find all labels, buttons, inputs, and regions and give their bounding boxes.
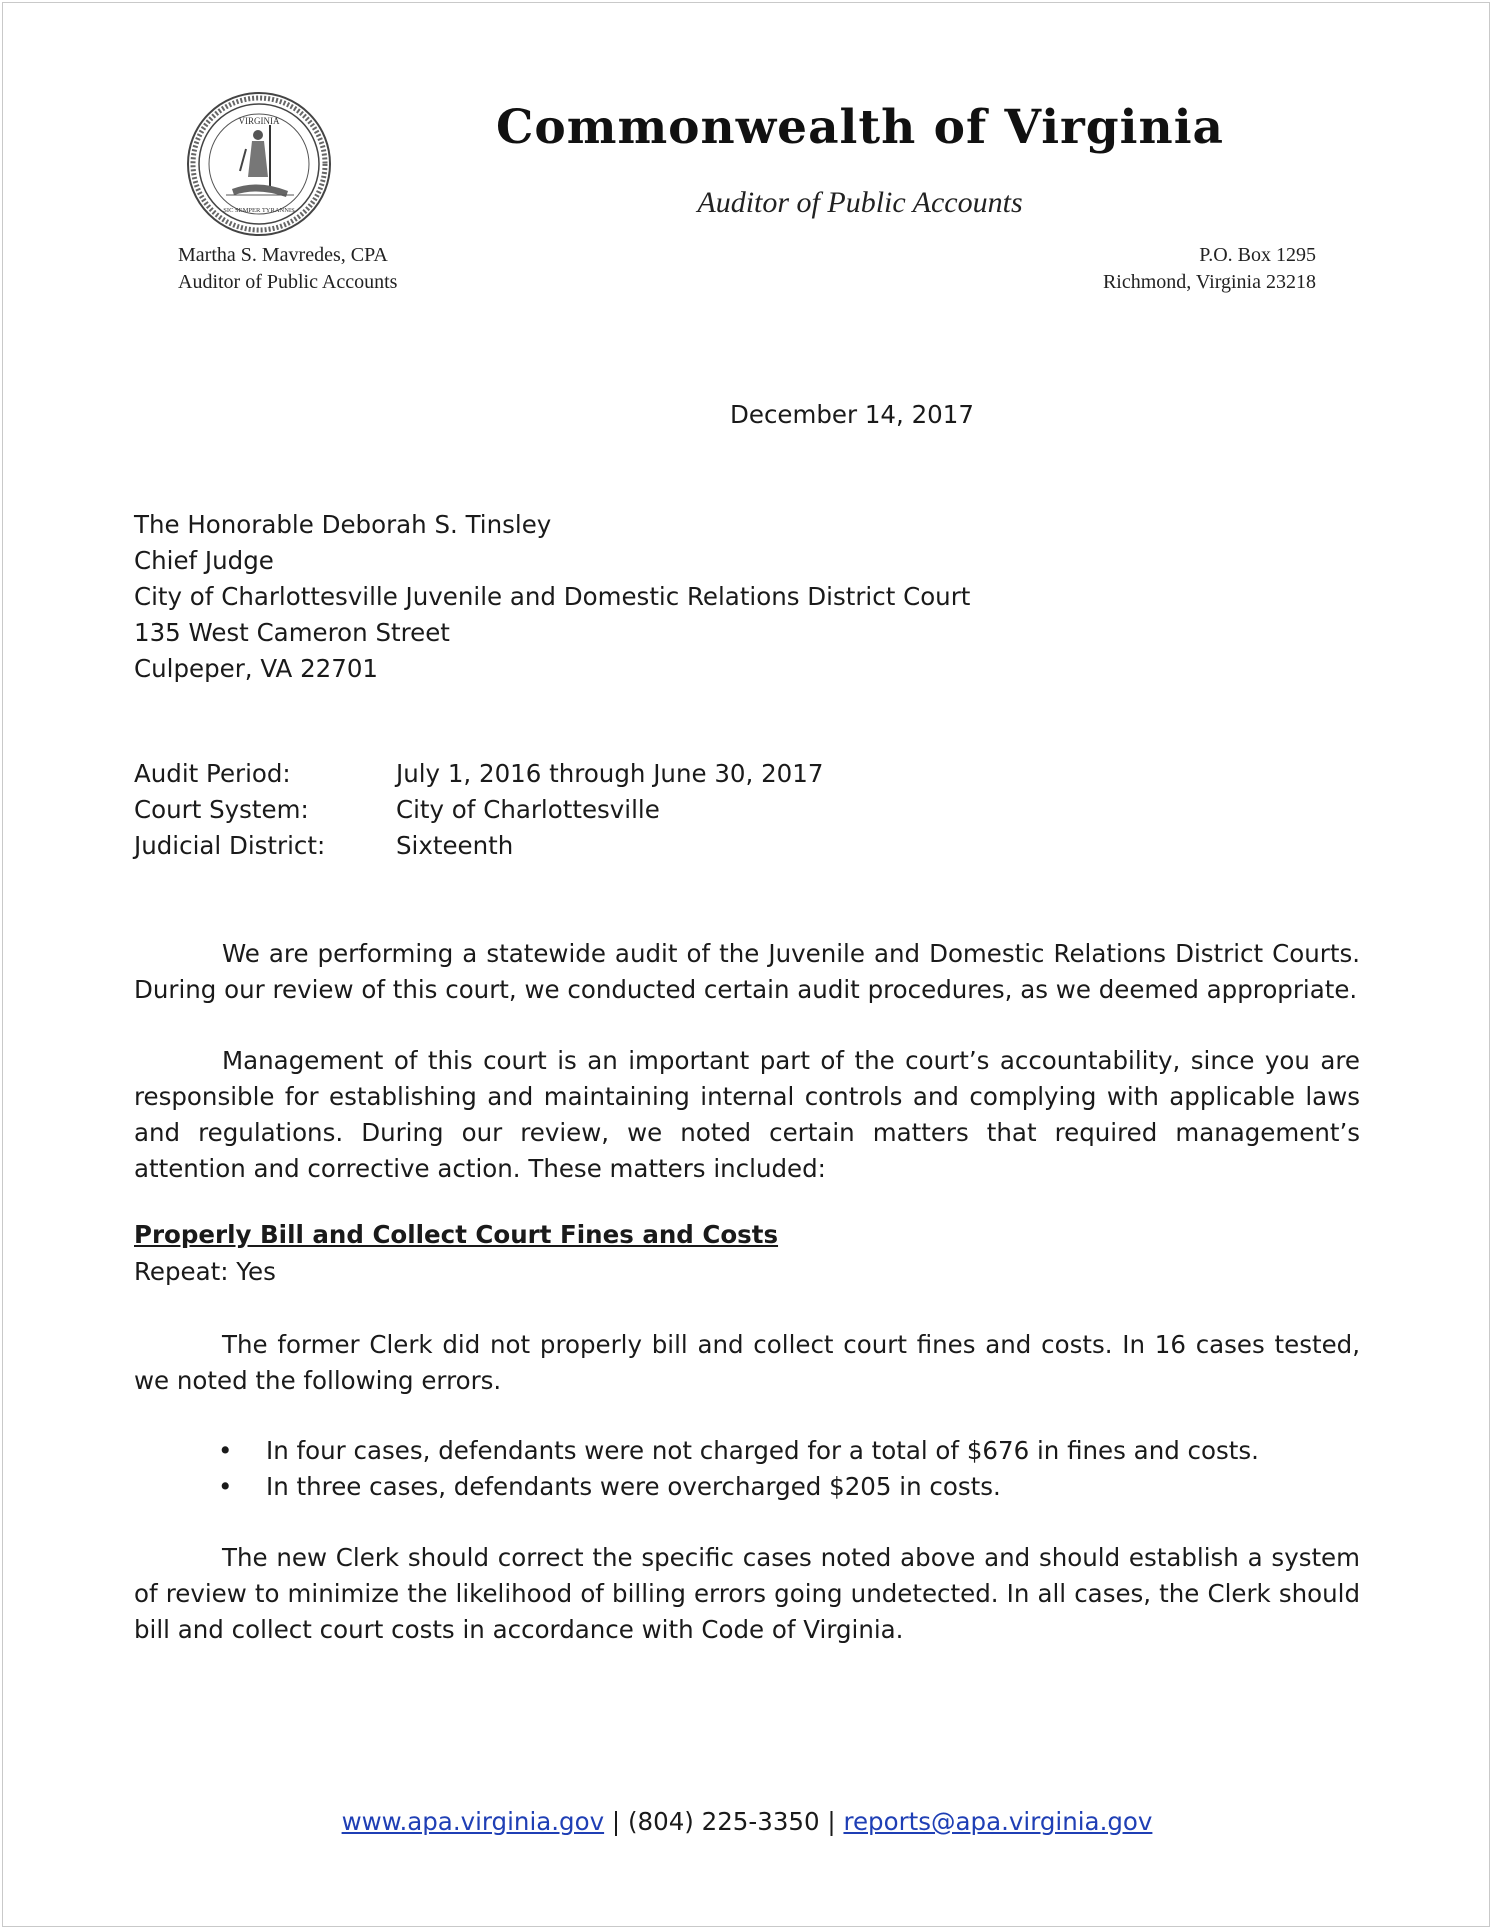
bullet-icon: • — [218, 1436, 233, 1465]
org-subtitle: Auditor of Public Accounts — [697, 186, 1023, 219]
paragraph-text: We are performing a statewide audit of the Juvenile and Domestic Relations District Courts. During our review of this court, we conducted certain audit procedures, as we deemed appropriate. — [134, 939, 1360, 1004]
footer-separator: | — [827, 1807, 836, 1836]
recipient-line: The Honorable Deborah S. Tinsley — [134, 510, 552, 539]
paragraph-recommendation — [134, 1540, 1360, 1648]
website-link[interactable]: www.apa.virginia.gov — [341, 1807, 605, 1836]
paragraph-finding — [134, 1327, 1360, 1399]
meta-label: Judicial District: — [134, 831, 326, 860]
recipient-line: Chief Judge — [134, 546, 274, 575]
footer-separator: | — [611, 1807, 621, 1836]
mailing-address — [1103, 242, 1316, 296]
list-item-text: In three cases, defendants were overcharged $205 in costs. — [266, 1472, 1001, 1501]
po-box: P.O. Box 1295 — [1199, 244, 1316, 266]
email-link[interactable]: reports@apa.virginia.gov — [843, 1807, 1153, 1836]
recipient-line: 135 West Cameron Street — [134, 618, 450, 647]
footer — [0, 1807, 1494, 1836]
letter-date: December 14, 2017 — [730, 400, 974, 429]
meta-value: July 1, 2016 through June 30, 2017 — [396, 759, 824, 788]
meta-label: Audit Period: — [134, 759, 291, 788]
finding-heading: Properly Bill and Collect Court Fines and Costs — [134, 1220, 779, 1249]
paragraph-management — [134, 1043, 1360, 1187]
auditor-block — [178, 242, 397, 296]
auditor-name: Martha S. Mavredes, CPA — [178, 244, 388, 266]
paragraph-intro — [134, 936, 1360, 1008]
paragraph-text: The new Clerk should correct the specific cases noted above and should establish a system of review to minimize the likelihood of billing errors going undetected. In all cases, the Clerk should bill and collect court costs in accordance with Code of Virginia. — [134, 1543, 1360, 1644]
phone-number: (804) 225-3350 — [627, 1807, 820, 1836]
auditor-title: Auditor of Public Accounts — [178, 271, 398, 293]
recipient-line: Culpeper, VA 22701 — [134, 654, 379, 683]
list-item — [218, 1469, 1259, 1505]
seal-bottom-text: SIC SEMPER TYRANNIS — [223, 207, 295, 214]
audit-meta — [134, 756, 823, 864]
virginia-seal-icon — [186, 91, 332, 237]
recipient-address — [134, 507, 970, 687]
meta-value: City of Charlottesville — [396, 795, 660, 824]
list-item-text: In four cases, defendants were not charged for a total of $676 in fines and costs. — [266, 1436, 1259, 1465]
error-list — [218, 1433, 1259, 1505]
finding-repeat: Repeat: Yes — [134, 1257, 276, 1286]
meta-label: Court System: — [134, 795, 309, 824]
meta-value: Sixteenth — [396, 831, 514, 860]
meta-row — [134, 828, 823, 864]
meta-row — [134, 756, 823, 792]
seal-top-text: VIRGINIA — [238, 116, 280, 126]
list-item — [218, 1433, 1259, 1469]
org-title: Commonwealth of Virginia — [495, 100, 1225, 155]
paragraph-text: The former Clerk did not properly bill and collect court fines and costs. In 16 cases tested, we noted the following errors. — [134, 1330, 1360, 1395]
bullet-icon: • — [218, 1472, 233, 1501]
recipient-line: City of Charlottesville Juvenile and Domestic Relations District Court — [134, 582, 971, 611]
meta-row — [134, 792, 823, 828]
paragraph-text: Management of this court is an important part of the court’s accountability, since you are responsible for establishing and maintaining internal controls and complying with applicable laws and regulations. During our review, we noted certain matters that required management’s attention and corrective action. These matters included: — [134, 1046, 1360, 1183]
city-state-zip: Richmond, Virginia 23218 — [1102, 271, 1316, 293]
